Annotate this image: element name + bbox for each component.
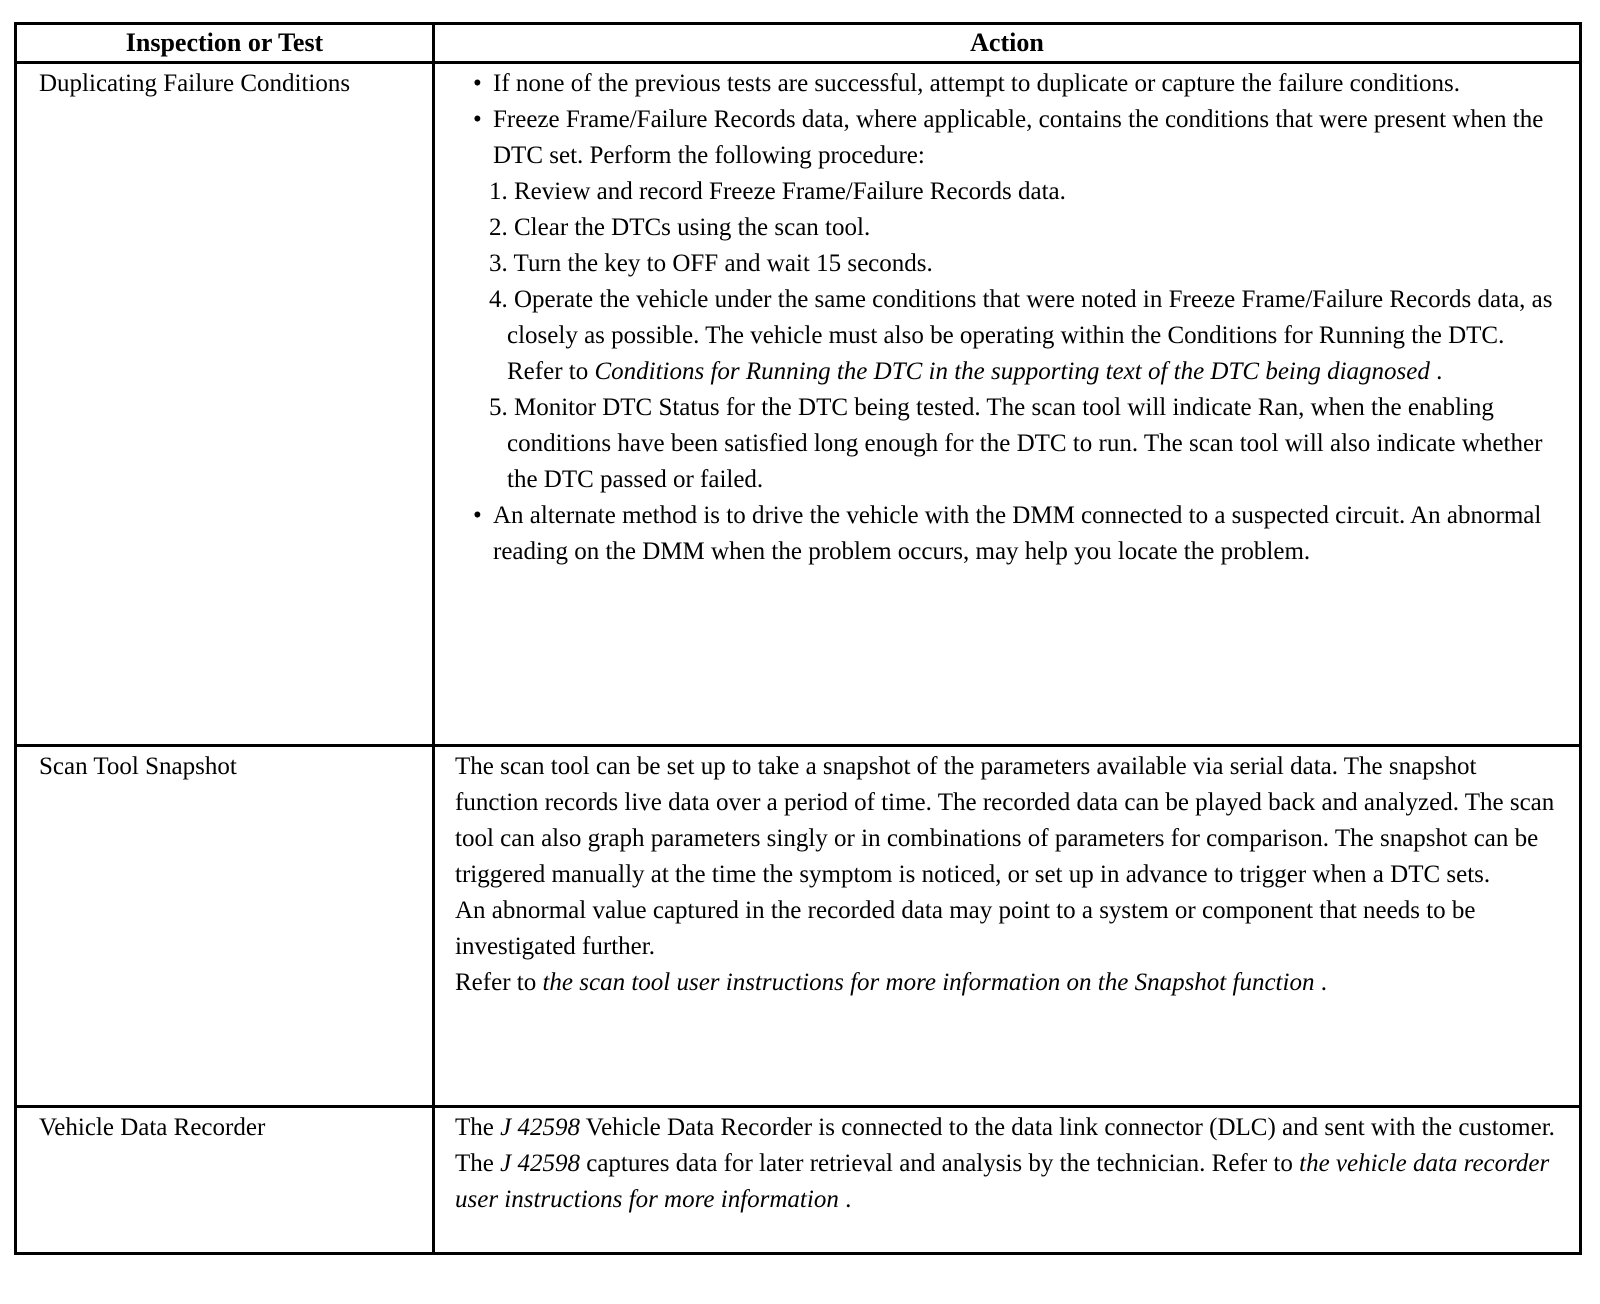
paragraph: The J 42598 Vehicle Data Recorder is connected to the data link connector (DLC) and sent with the customer. The J 42598 captures data for later retrieval and analysis by the technician. Refer to the vehicle data recorder user instructions for more information . — [455, 1114, 1555, 1213]
inspection-test-table — [14, 22, 1582, 1255]
action-cell — [434, 1107, 1581, 1254]
reference-link[interactable]: Conditions for Running the DTC in the supporting text of the DTC being diagnosed — [594, 358, 1430, 385]
bullet-item: • An alternate method is to drive the vehicle with the DMM connected to a suspected circuit. An abnormal reading on the DMM when the problem occurs, may help you locate the problem. — [455, 498, 1559, 570]
test-name-cell — [16, 746, 434, 1107]
test-name: Scan Tool Snapshot — [39, 753, 237, 780]
paragraph: Refer to the scan tool user instructions for more information on the Snapshot function . — [455, 969, 1327, 996]
reference-link[interactable]: the scan tool user instructions for more information on the Snapshot function — [542, 969, 1315, 996]
procedure-step: 5. Monitor DTC Status for the DTC being tested. The scan tool will indicate Ran, when the enabling conditions have been satisfied long enough for the DTC to run. The scan tool will also indicate whether the DTC passed or failed. — [489, 394, 1543, 493]
reference-link[interactable]: the vehicle data recorder user instructions for more information — [455, 1150, 1550, 1213]
paragraph: The scan tool can be set up to take a snapshot of the parameters available via serial data. The snapshot function records live data over a period of time. The recorded data can be played back and analyzed. The scan tool can also graph parameters singly or in combinations of parameters for comparison. The snapshot can be triggered manually at the time the symptom is noticed, or set up in advance to trigger when a DTC sets. — [455, 753, 1555, 888]
paragraph: An abnormal value captured in the recorded data may point to a system or component that needs to be investigated further. — [455, 897, 1476, 960]
test-name-cell — [16, 1107, 434, 1254]
table-row — [16, 746, 1581, 1107]
bullet-item: • Freeze Frame/Failure Records data, where applicable, contains the conditions that were present when the DTC set. Perform the following procedure: — [455, 102, 1559, 174]
bullet-icon: • — [473, 502, 482, 529]
tool-number: J 42598 — [500, 1150, 580, 1177]
bullet-item: • If none of the previous tests are successful, attempt to duplicate or capture the failure conditions. — [455, 66, 1559, 102]
test-name: Duplicating Failure Conditions — [39, 70, 351, 97]
procedure-step: 4. Operate the vehicle under the same conditions that were noted in Freeze Frame/Failure Records data, as closely as possible. The vehicle must also be operating within the Conditions for Running the DTC. Refer to Conditions for Running the DTC in the supporting text of the DTC being diagnosed . — [489, 286, 1553, 385]
tool-number: J 42598 — [500, 1114, 580, 1141]
table-header-row — [16, 24, 1581, 63]
header-inspection-or-test: Inspection or Test — [16, 24, 434, 63]
action-cell — [434, 63, 1581, 746]
procedure-step: 3. Turn the key to OFF and wait 15 seconds. — [489, 250, 933, 277]
header-action: Action — [434, 24, 1581, 63]
table-row — [16, 63, 1581, 746]
action-cell — [434, 746, 1581, 1107]
test-name: Vehicle Data Recorder — [39, 1114, 266, 1141]
bullet-icon: • — [473, 70, 482, 97]
procedure-step: 2. Clear the DTCs using the scan tool. — [489, 214, 871, 241]
table-row — [16, 1107, 1581, 1254]
test-name-cell — [16, 63, 434, 746]
bullet-icon: • — [473, 106, 482, 133]
procedure-step: 1. Review and record Freeze Frame/Failure Records data. — [489, 178, 1066, 205]
